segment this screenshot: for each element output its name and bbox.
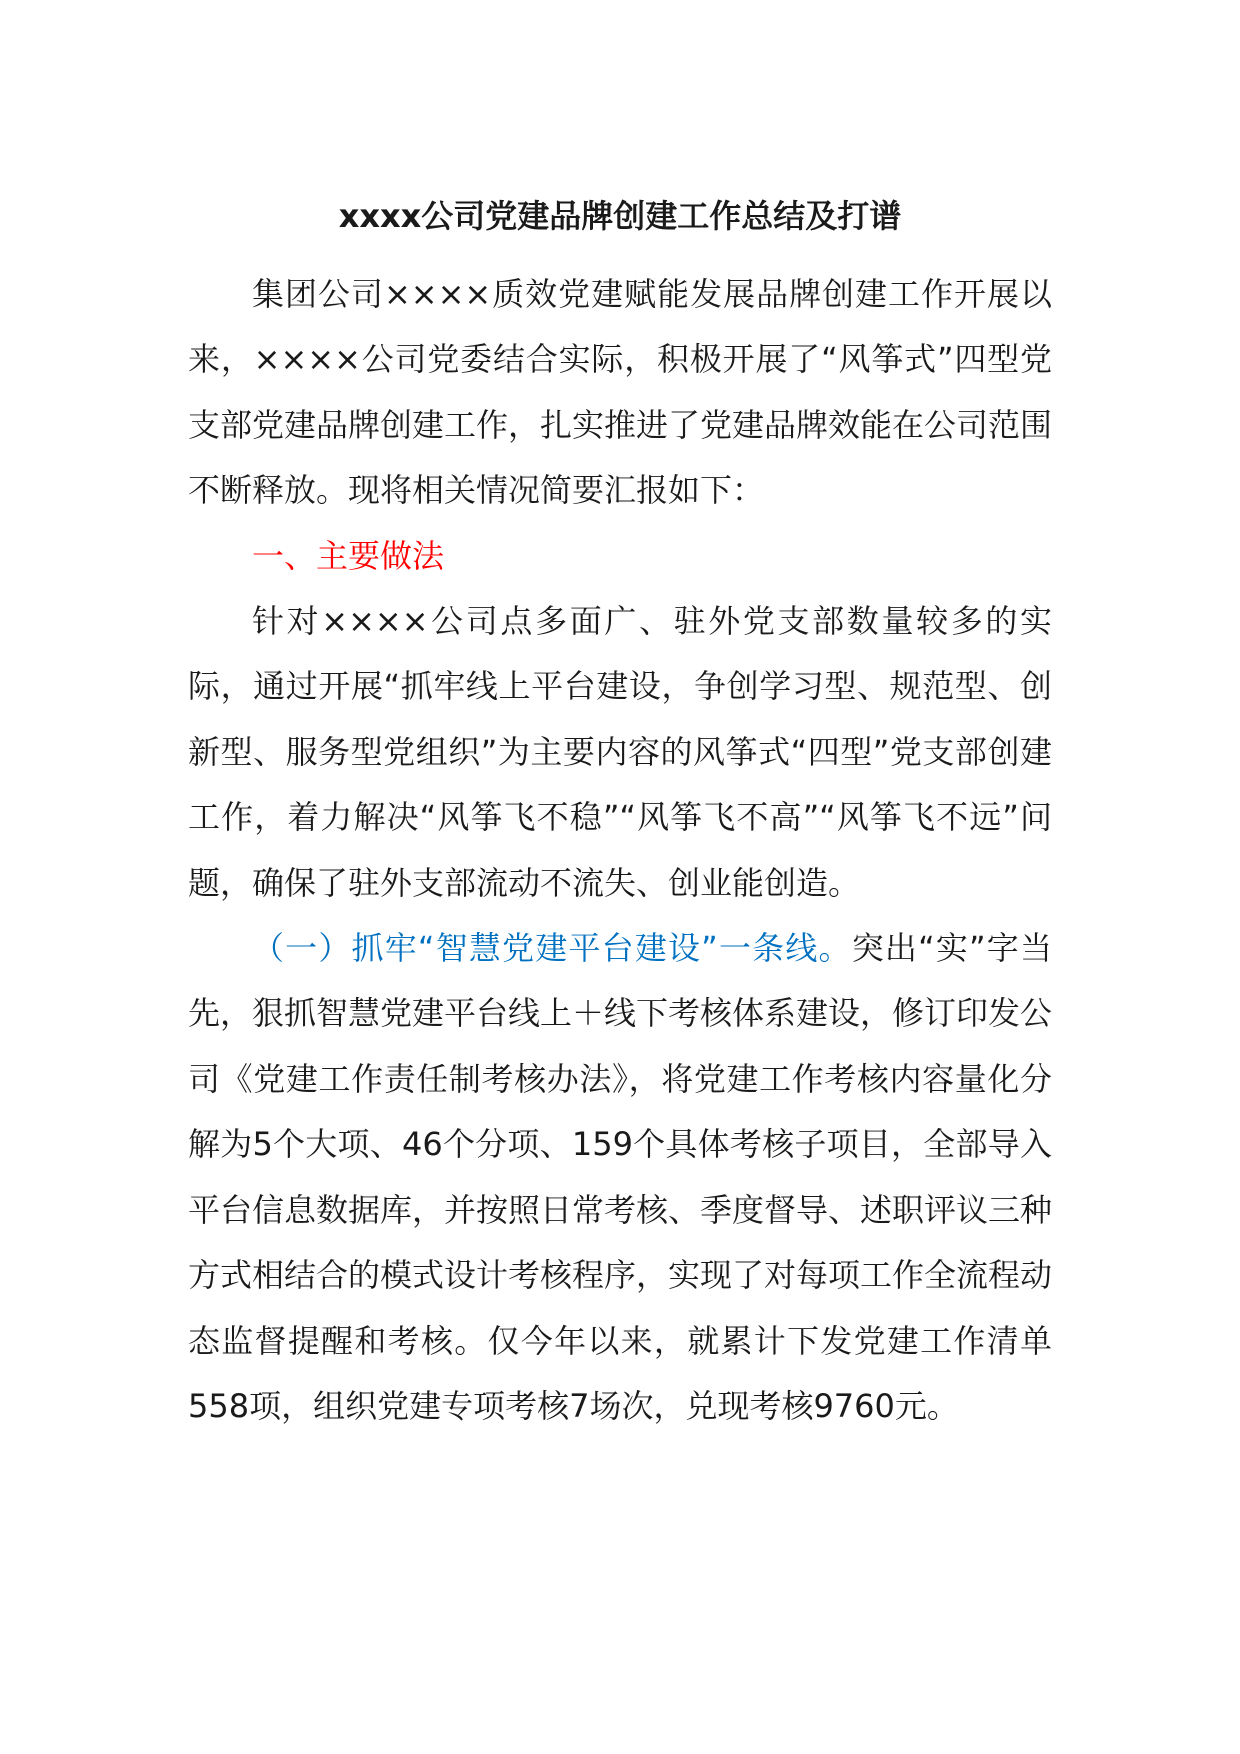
subsection-body: 突出“实”字当先，狠抓智慧党建平台线上＋线下考核体系建设，修订印发公司《党建工作责任制考核办法》，将党建工作考核内容量化分解为5个大项、46个分项、159个具体考核子项目，全部导入平台信息数据库，并按照日常考核、季度督导、述职评议三种方式相结合的模式设计考核程序，实现了对每项工作全流程动态监督提醒和考核。仅今年以来，就累计下发党建工作清单558项，组织党建专项考核7场次，兑现考核9760元。 (188, 929, 1053, 1425)
intro-paragraph: 集团公司××××质效党建赋能发展品牌创建工作开展以来，××××公司党委结合实际，积极开展了“风筝式”四型党支部党建品牌创建工作，扎实推进了党建品牌效能在公司范围不断释放。现将相关情况简要汇报如下： (188, 275, 1053, 510)
subsection-heading: （一）抓牢“智慧党建平台建设”一条线。 (252, 929, 852, 968)
section-paragraph: 针对××××公司点多面广、驻外党支部数量较多的实际，通过开展“抓牢线上平台建设，争创学习型、规范型、创新型、服务型党组织”为主要内容的风筝式“四型”党支部创建工作，着力解决“风筝飞不稳”“风筝飞不高”“风筝飞不远”问题，确保了驻外支部流动不流失、创业能创造。 (188, 602, 1052, 902)
subsection-paragraph (188, 916, 1052, 1439)
document-body (188, 262, 1052, 1439)
section-heading-main-practices: 一、主要做法 (252, 536, 445, 575)
document-title: xxxx公司党建品牌创建工作总结及打谱 (338, 197, 902, 235)
